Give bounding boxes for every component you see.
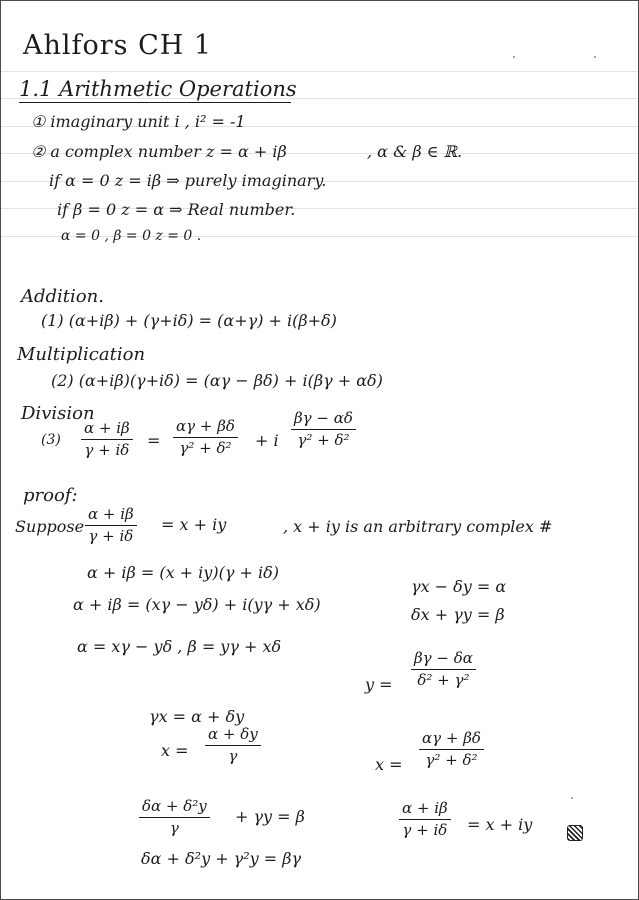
multiplication-label: Multiplication bbox=[17, 344, 146, 365]
pen-dot bbox=[513, 56, 515, 58]
conclusion-rhs: = x + iy bbox=[467, 815, 533, 834]
division-lhs-fraction bbox=[81, 419, 133, 459]
fraction-numerator: βγ − αδ bbox=[291, 409, 356, 430]
multiplication-formula: (2) (α+iβ)(γ+iδ) = (αγ − βδ) + i(βγ + αδ) bbox=[51, 371, 383, 390]
division-eq-label: (3) bbox=[41, 432, 61, 448]
substitution-rest: + γy = β bbox=[235, 807, 305, 826]
y-solution-label: y = bbox=[365, 675, 393, 694]
fraction-numerator: α + iβ bbox=[81, 419, 133, 440]
item-complex-condition: , α & β ∈ ℝ. bbox=[367, 142, 463, 161]
proof-line-1: α + iβ = (x + iy)(γ + iδ) bbox=[87, 563, 279, 582]
pen-dot bbox=[571, 797, 573, 799]
section-heading: 1.1 Arithmetic Operations bbox=[19, 77, 297, 101]
division-equals: = bbox=[147, 431, 161, 450]
fraction-denominator: γ² + δ² bbox=[425, 751, 478, 769]
pen-dot bbox=[594, 56, 596, 58]
division-plus-i: + i bbox=[255, 431, 279, 450]
substitution-expanded: δα + δ²y + γ²y = βγ bbox=[141, 849, 302, 868]
page-rule bbox=[1, 71, 638, 72]
page-title: Ahlfors CH 1 bbox=[23, 30, 213, 61]
case-zero: α = 0 , β = 0 z = 0 . bbox=[61, 228, 202, 244]
item-complex-number: ② a complex number z = α + iβ bbox=[31, 142, 287, 161]
fraction-denominator: γ² + δ² bbox=[179, 439, 232, 457]
proof-suppose-fraction bbox=[85, 505, 137, 545]
division-term1-fraction bbox=[173, 417, 238, 457]
addition-formula: (1) (α+iβ) + (γ+iδ) = (α+γ) + i(β+δ) bbox=[41, 311, 337, 330]
fraction-numerator: α + iβ bbox=[399, 799, 451, 820]
fraction-numerator: αγ + βδ bbox=[173, 417, 238, 438]
conclusion-fraction bbox=[399, 799, 451, 839]
x-solution-label: x = bbox=[375, 755, 403, 774]
fraction-denominator: γ + iδ bbox=[402, 821, 448, 839]
section-underline bbox=[19, 102, 291, 103]
fraction-denominator: γ bbox=[169, 819, 179, 837]
proof-arbitrary-note: , x + iy is an arbitrary complex # bbox=[283, 517, 553, 536]
system-eq-2: δx + γy = β bbox=[411, 605, 505, 624]
fraction-denominator: γ + iδ bbox=[84, 441, 130, 459]
division-label: Division bbox=[21, 403, 95, 424]
proof-suppose-rhs: = x + iy bbox=[161, 515, 227, 534]
division-term2-fraction bbox=[291, 409, 356, 449]
fraction-numerator: δα + δ²y bbox=[139, 797, 210, 818]
case-real-number: if β = 0 z = α ⇒ Real number. bbox=[57, 200, 296, 219]
fraction-numerator: α + δy bbox=[205, 725, 261, 746]
fraction-denominator: γ² + δ² bbox=[297, 431, 350, 449]
proof-label: proof: bbox=[23, 485, 78, 506]
item-imaginary-unit: ① imaginary unit i , i² = -1 bbox=[31, 112, 246, 131]
fraction-numerator: αγ + βδ bbox=[419, 729, 484, 750]
proof-line-3: α = xγ − yδ , β = yγ + xδ bbox=[77, 637, 282, 656]
fraction-denominator: δ² + γ² bbox=[417, 671, 470, 689]
system-eq-1: γx − δy = α bbox=[411, 577, 507, 596]
fraction-denominator: γ bbox=[228, 747, 238, 765]
fraction-numerator: βγ − δα bbox=[411, 649, 476, 670]
y-solution-fraction bbox=[411, 649, 476, 689]
substitution-fraction bbox=[139, 797, 210, 837]
fraction-denominator: γ + iδ bbox=[88, 527, 134, 545]
x-expression-label: x = bbox=[161, 741, 189, 760]
derivation-gamma-x: γx = α + δy bbox=[149, 707, 245, 726]
addition-label: Addition. bbox=[21, 286, 104, 307]
fraction-numerator: α + iβ bbox=[85, 505, 137, 526]
x-expression-fraction bbox=[205, 725, 261, 765]
qed-mark-icon bbox=[567, 825, 583, 841]
case-purely-imaginary: if α = 0 z = iβ ⇒ purely imaginary. bbox=[49, 171, 327, 190]
proof-line-2: α + iβ = (xγ − yδ) + i(yγ + xδ) bbox=[73, 595, 321, 614]
proof-suppose: Suppose bbox=[15, 517, 85, 536]
x-solution-fraction bbox=[419, 729, 484, 769]
